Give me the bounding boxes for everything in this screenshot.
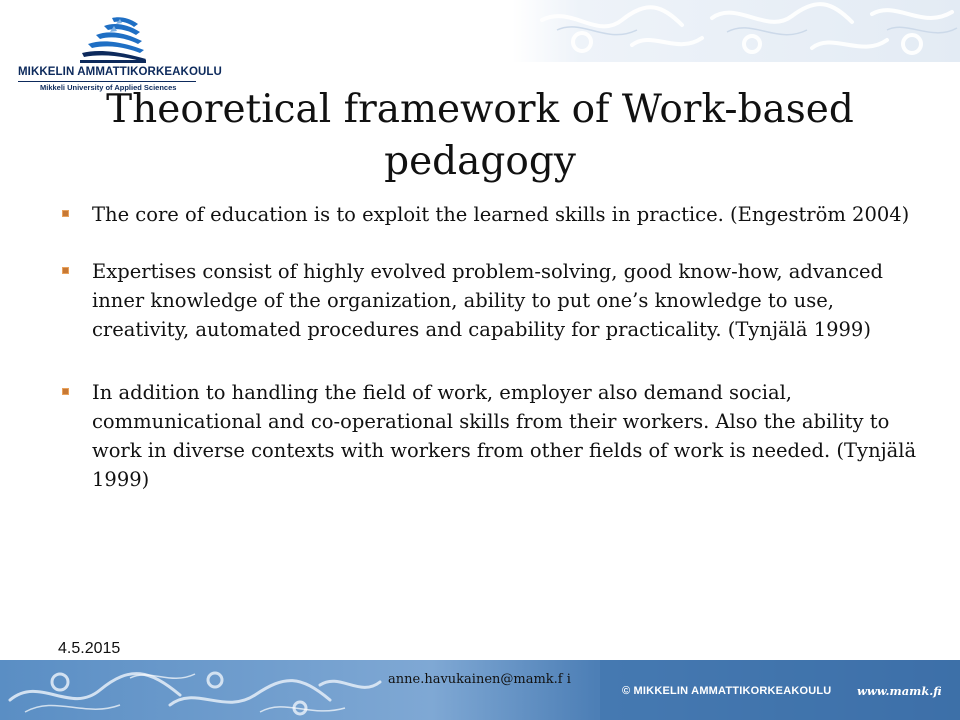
logo-divider [18, 81, 196, 82]
logo [18, 14, 222, 92]
logo-institution-name: MIKKELIN AMMATTIKORKEAKOULU [18, 66, 222, 78]
footer-email[interactable]: anne.havukainen@mamk.f i [388, 672, 571, 687]
footer-website-link[interactable]: www.mamk.fi [857, 684, 942, 698]
top-decorative-swirl-band [512, 0, 960, 62]
footer-copyright: © MIKKELIN AMMATTIKORKEAKOULU [622, 685, 832, 697]
square-bullet-icon [62, 388, 69, 395]
bullet-text: The core of education is to exploit the learned skills in practice. (Engeström 2004) [92, 203, 910, 226]
slide-title: Theoretical framework of Work-based pedagogy [106, 87, 854, 184]
logo-wave-icon [76, 14, 150, 64]
square-bullet-icon [62, 267, 69, 274]
footer-date: 4.5.2015 [58, 640, 121, 657]
logo-institution-subtitle: Mikkeli University of Applied Sciences [40, 83, 177, 92]
bullet-item [60, 378, 920, 494]
bullet-list [60, 200, 920, 494]
square-bullet-icon [62, 210, 69, 217]
bullet-item [60, 200, 920, 229]
bullet-text: In addition to handling the field of work, employer also demand social, communicational and co-operational skills from their workers. Also the ability to work in diverse contexts with workers from other fields of work is needed. (Tynjälä 1999) [92, 381, 917, 491]
bullet-text: Expertises consist of highly evolved problem-solving, good know-how, advanced inner knowledge of the organization, ability to put one’s knowledge to use, creativity, automated procedures and capability for practicality. (Tynjälä 1999) [92, 260, 884, 341]
bullet-item [60, 257, 920, 344]
